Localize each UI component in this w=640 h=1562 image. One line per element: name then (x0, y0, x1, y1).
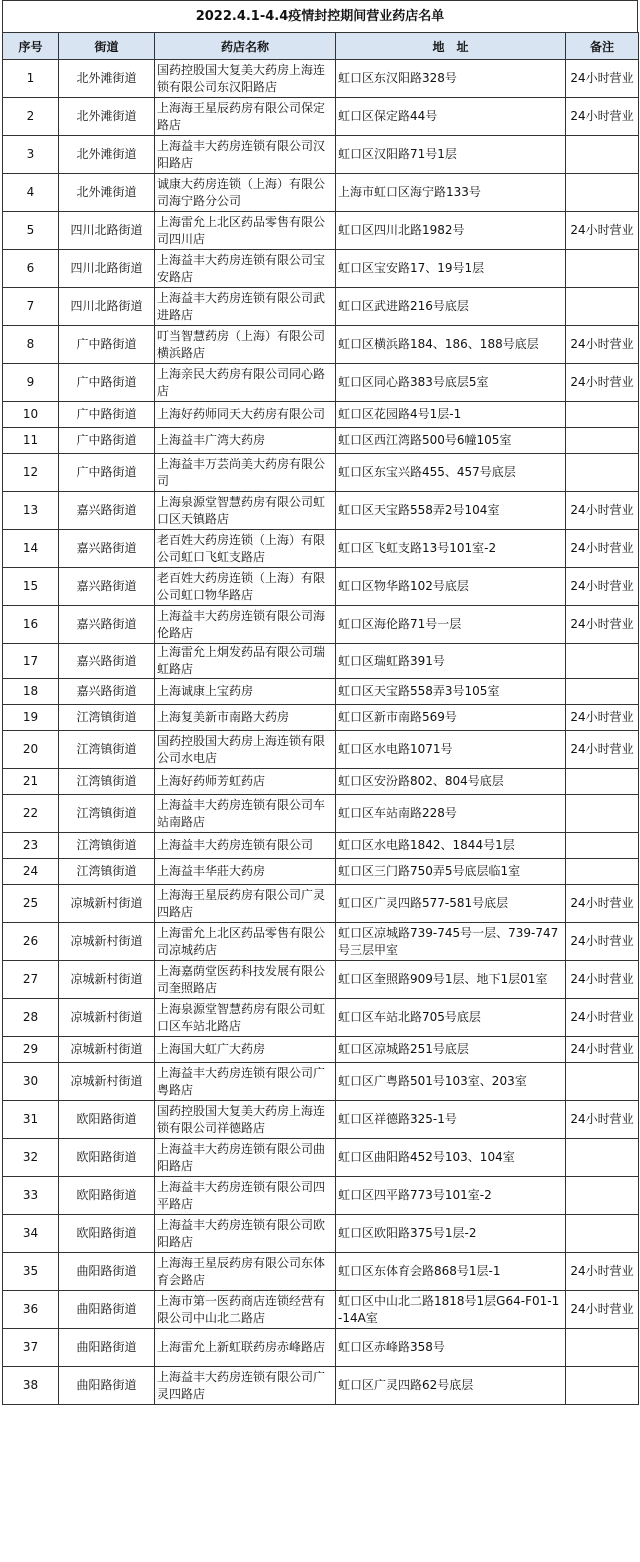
cell-address: 虹口区东宝兴路455、457号底层 (336, 454, 566, 492)
header-note: 备注 (566, 33, 639, 60)
table-row (3, 212, 639, 250)
table-body (3, 60, 639, 1405)
table-row (3, 705, 639, 731)
cell-pharmacy-name: 叮当智慧药房（上海）有限公司横浜路店 (155, 326, 336, 364)
cell-pharmacy-name: 上海雷允上新虹联药房赤峰路店 (155, 1329, 336, 1367)
header-no: 序号 (3, 33, 59, 60)
cell-number: 21 (3, 769, 59, 795)
cell-pharmacy-name: 上海益丰大药房连锁有限公司武进路店 (155, 288, 336, 326)
table-row (3, 999, 639, 1037)
cell-pharmacy-name: 上海市第一医药商店连锁经营有限公司中山北二路店 (155, 1291, 336, 1329)
cell-street: 曲阳路街道 (59, 1253, 155, 1291)
cell-address: 虹口区四川北路1982号 (336, 212, 566, 250)
cell-street: 江湾镇街道 (59, 795, 155, 833)
cell-street: 广中路街道 (59, 364, 155, 402)
cell-number: 31 (3, 1101, 59, 1139)
cell-street: 嘉兴路街道 (59, 530, 155, 568)
cell-number: 36 (3, 1291, 59, 1329)
cell-pharmacy-name: 上海好药师芳虹药店 (155, 769, 336, 795)
table-row (3, 1139, 639, 1177)
cell-pharmacy-name: 诚康大药房连锁（上海）有限公司海宁路分公司 (155, 174, 336, 212)
cell-note (566, 1367, 639, 1405)
cell-note: 24小时营业 (566, 606, 639, 644)
cell-pharmacy-name: 上海益丰广湾大药房 (155, 428, 336, 454)
cell-pharmacy-name: 上海泉源堂智慧药房有限公司虹口区车站北路店 (155, 999, 336, 1037)
cell-note: 24小时营业 (566, 1291, 639, 1329)
cell-note (566, 1139, 639, 1177)
cell-pharmacy-name: 上海益丰大药房连锁有限公司 (155, 833, 336, 859)
cell-note (566, 1329, 639, 1367)
cell-pharmacy-name: 老百姓大药房连锁（上海）有限公司虹口物华路店 (155, 568, 336, 606)
cell-pharmacy-name: 上海亲民大药房有限公司同心路店 (155, 364, 336, 402)
cell-note (566, 795, 639, 833)
cell-number: 22 (3, 795, 59, 833)
cell-street: 欧阳路街道 (59, 1139, 155, 1177)
cell-number: 4 (3, 174, 59, 212)
cell-pharmacy-name: 上海益丰华莊大药房 (155, 859, 336, 885)
cell-street: 凉城新村街道 (59, 923, 155, 961)
cell-number: 27 (3, 961, 59, 999)
cell-note (566, 1215, 639, 1253)
table-row (3, 885, 639, 923)
cell-pharmacy-name: 上海雷允上炯发药品有限公司瑞虹路店 (155, 644, 336, 679)
table-row (3, 454, 639, 492)
cell-pharmacy-name: 上海益丰大药房连锁有限公司车站南路店 (155, 795, 336, 833)
cell-address: 虹口区同心路383号底层5室 (336, 364, 566, 402)
header-street: 街道 (59, 33, 155, 60)
cell-note: 24小时营业 (566, 98, 639, 136)
header-address: 地 址 (336, 33, 566, 60)
cell-pharmacy-name: 上海益丰大药房连锁有限公司欧阳路店 (155, 1215, 336, 1253)
cell-street: 北外滩街道 (59, 60, 155, 98)
cell-note (566, 1177, 639, 1215)
cell-note (566, 428, 639, 454)
cell-street: 欧阳路街道 (59, 1101, 155, 1139)
cell-note (566, 402, 639, 428)
cell-pharmacy-name: 上海诚康上宝药房 (155, 679, 336, 705)
cell-street: 嘉兴路街道 (59, 679, 155, 705)
cell-number: 14 (3, 530, 59, 568)
cell-address: 虹口区新市南路569号 (336, 705, 566, 731)
table-row (3, 1253, 639, 1291)
cell-note: 24小时营业 (566, 961, 639, 999)
cell-note: 24小时营业 (566, 530, 639, 568)
cell-street: 广中路街道 (59, 428, 155, 454)
cell-number: 12 (3, 454, 59, 492)
cell-pharmacy-name: 上海海王星辰药房有限公司保定路店 (155, 98, 336, 136)
table-row (3, 731, 639, 769)
cell-address: 虹口区车站北路705号底层 (336, 999, 566, 1037)
cell-street: 江湾镇街道 (59, 769, 155, 795)
cell-address: 上海市虹口区海宁路133号 (336, 174, 566, 212)
table-row (3, 1329, 639, 1367)
cell-number: 17 (3, 644, 59, 679)
cell-note (566, 679, 639, 705)
cell-number: 38 (3, 1367, 59, 1405)
cell-address: 虹口区水电路1071号 (336, 731, 566, 769)
cell-number: 25 (3, 885, 59, 923)
cell-address: 虹口区宝安路17、19号1层 (336, 250, 566, 288)
cell-address: 虹口区西江湾路500号6幢105室 (336, 428, 566, 454)
cell-address: 虹口区奎照路909号1层、地下1层01室 (336, 961, 566, 999)
cell-note (566, 454, 639, 492)
cell-number: 19 (3, 705, 59, 731)
cell-street: 江湾镇街道 (59, 833, 155, 859)
cell-street: 曲阳路街道 (59, 1367, 155, 1405)
cell-number: 30 (3, 1063, 59, 1101)
table-row (3, 250, 639, 288)
cell-number: 10 (3, 402, 59, 428)
cell-number: 7 (3, 288, 59, 326)
cell-number: 26 (3, 923, 59, 961)
cell-note (566, 769, 639, 795)
table-row (3, 1063, 639, 1101)
cell-pharmacy-name: 上海益丰大药房连锁有限公司汉阳路店 (155, 136, 336, 174)
table-row (3, 961, 639, 999)
header-row (3, 33, 639, 60)
cell-street: 欧阳路街道 (59, 1177, 155, 1215)
cell-pharmacy-name: 国药控股国大药房上海连锁有限公司水电店 (155, 731, 336, 769)
cell-address: 虹口区水电路1842、1844号1层 (336, 833, 566, 859)
table-row (3, 1215, 639, 1253)
cell-address: 虹口区天宝路558弄2号104室 (336, 492, 566, 530)
cell-pharmacy-name: 上海好药师同天大药房有限公司 (155, 402, 336, 428)
cell-number: 28 (3, 999, 59, 1037)
cell-note: 24小时营业 (566, 1037, 639, 1063)
cell-pharmacy-name: 上海海王星辰药房有限公司广灵四路店 (155, 885, 336, 923)
table-row (3, 364, 639, 402)
cell-number: 20 (3, 731, 59, 769)
cell-address: 虹口区三门路750弄5号底层临1室 (336, 859, 566, 885)
cell-street: 凉城新村街道 (59, 885, 155, 923)
cell-note (566, 174, 639, 212)
table-row (3, 833, 639, 859)
cell-address: 虹口区广灵四路62号底层 (336, 1367, 566, 1405)
cell-number: 37 (3, 1329, 59, 1367)
cell-number: 29 (3, 1037, 59, 1063)
cell-pharmacy-name: 上海泉源堂智慧药房有限公司虹口区天镇路店 (155, 492, 336, 530)
cell-number: 1 (3, 60, 59, 98)
cell-address: 虹口区保定路44号 (336, 98, 566, 136)
table-row (3, 98, 639, 136)
cell-address: 虹口区横浜路184、186、188号底层 (336, 326, 566, 364)
cell-street: 广中路街道 (59, 454, 155, 492)
cell-address: 虹口区安汾路802、804号底层 (336, 769, 566, 795)
cell-number: 18 (3, 679, 59, 705)
cell-address: 虹口区凉城路251号底层 (336, 1037, 566, 1063)
cell-address: 虹口区东汉阳路328号 (336, 60, 566, 98)
cell-number: 34 (3, 1215, 59, 1253)
cell-number: 13 (3, 492, 59, 530)
cell-number: 5 (3, 212, 59, 250)
cell-street: 四川北路街道 (59, 250, 155, 288)
cell-address: 虹口区武进路216号底层 (336, 288, 566, 326)
cell-street: 凉城新村街道 (59, 1063, 155, 1101)
table-row (3, 136, 639, 174)
cell-street: 凉城新村街道 (59, 1037, 155, 1063)
cell-street: 北外滩街道 (59, 98, 155, 136)
cell-pharmacy-name: 上海益丰大药房连锁有限公司四平路店 (155, 1177, 336, 1215)
cell-street: 欧阳路街道 (59, 1215, 155, 1253)
cell-street: 四川北路街道 (59, 212, 155, 250)
cell-address: 虹口区中山北二路1818号1层G64-F01-1-14A室 (336, 1291, 566, 1329)
cell-address: 虹口区花园路4号1层-1 (336, 402, 566, 428)
cell-street: 嘉兴路街道 (59, 568, 155, 606)
cell-address: 虹口区四平路773号101室-2 (336, 1177, 566, 1215)
cell-street: 江湾镇街道 (59, 705, 155, 731)
table-row (3, 530, 639, 568)
cell-street: 曲阳路街道 (59, 1291, 155, 1329)
table-row (3, 1101, 639, 1139)
cell-note: 24小时营业 (566, 492, 639, 530)
cell-note: 24小时营业 (566, 999, 639, 1037)
cell-note: 24小时营业 (566, 885, 639, 923)
cell-address: 虹口区汉阳路71号1层 (336, 136, 566, 174)
cell-pharmacy-name: 上海雷允上北区药品零售有限公司四川店 (155, 212, 336, 250)
cell-street: 曲阳路街道 (59, 1329, 155, 1367)
table-row (3, 606, 639, 644)
cell-number: 24 (3, 859, 59, 885)
table-row (3, 60, 639, 98)
cell-note: 24小时营业 (566, 326, 639, 364)
cell-note: 24小时营业 (566, 1253, 639, 1291)
cell-note: 24小时营业 (566, 60, 639, 98)
cell-number: 16 (3, 606, 59, 644)
cell-number: 23 (3, 833, 59, 859)
cell-street: 江湾镇街道 (59, 859, 155, 885)
cell-number: 2 (3, 98, 59, 136)
cell-street: 凉城新村街道 (59, 999, 155, 1037)
cell-number: 11 (3, 428, 59, 454)
cell-pharmacy-name: 上海益丰大药房连锁有限公司广粤路店 (155, 1063, 336, 1101)
cell-street: 江湾镇街道 (59, 731, 155, 769)
table-row (3, 769, 639, 795)
cell-address: 虹口区东体育会路868号1层-1 (336, 1253, 566, 1291)
cell-pharmacy-name: 上海海王星辰药房有限公司东体育会路店 (155, 1253, 336, 1291)
cell-address: 虹口区曲阳路452号103、104室 (336, 1139, 566, 1177)
cell-address: 虹口区瑞虹路391号 (336, 644, 566, 679)
cell-note (566, 1063, 639, 1101)
table-row (3, 1367, 639, 1405)
table-row (3, 795, 639, 833)
cell-address: 虹口区广粤路501号103室、203室 (336, 1063, 566, 1101)
cell-note (566, 136, 639, 174)
cell-number: 6 (3, 250, 59, 288)
table-row (3, 492, 639, 530)
cell-street: 四川北路街道 (59, 288, 155, 326)
table-row (3, 923, 639, 961)
table-row (3, 1291, 639, 1329)
cell-street: 北外滩街道 (59, 136, 155, 174)
table-row (3, 568, 639, 606)
cell-address: 虹口区广灵四路577-581号底层 (336, 885, 566, 923)
cell-street: 嘉兴路街道 (59, 606, 155, 644)
cell-note: 24小时营业 (566, 212, 639, 250)
table-row (3, 1177, 639, 1215)
table-row (3, 428, 639, 454)
header-name: 药店名称 (155, 33, 336, 60)
cell-number: 15 (3, 568, 59, 606)
cell-address: 虹口区飞虹支路13号101室-2 (336, 530, 566, 568)
table-row (3, 326, 639, 364)
cell-pharmacy-name: 上海益丰大药房连锁有限公司广灵四路店 (155, 1367, 336, 1405)
cell-pharmacy-name: 老百姓大药房连锁（上海）有限公司虹口飞虹支路店 (155, 530, 336, 568)
cell-note (566, 644, 639, 679)
cell-pharmacy-name: 国药控股国大复美大药房上海连锁有限公司祥德路店 (155, 1101, 336, 1139)
cell-number: 8 (3, 326, 59, 364)
table-row (3, 402, 639, 428)
cell-pharmacy-name: 上海雷允上北区药品零售有限公司凉城药店 (155, 923, 336, 961)
cell-note (566, 288, 639, 326)
table-row (3, 1037, 639, 1063)
table-row (3, 644, 639, 679)
cell-street: 嘉兴路街道 (59, 492, 155, 530)
cell-address: 虹口区赤峰路358号 (336, 1329, 566, 1367)
cell-note (566, 250, 639, 288)
cell-note: 24小时营业 (566, 923, 639, 961)
pharmacy-table (2, 32, 639, 1405)
cell-number: 9 (3, 364, 59, 402)
cell-pharmacy-name: 上海国大虹广大药房 (155, 1037, 336, 1063)
cell-pharmacy-name: 上海益丰万芸尚美大药房有限公司 (155, 454, 336, 492)
cell-pharmacy-name: 国药控股国大复美大药房上海连锁有限公司东汉阳路店 (155, 60, 336, 98)
page-title: 2022.4.1-4.4疫情封控期间营业药店名单 (2, 0, 638, 32)
cell-address: 虹口区车站南路228号 (336, 795, 566, 833)
table-row (3, 859, 639, 885)
cell-address: 虹口区凉城路739-745号一层、739-747号三层甲室 (336, 923, 566, 961)
cell-note: 24小时营业 (566, 1101, 639, 1139)
cell-address: 虹口区欧阳路375号1层-2 (336, 1215, 566, 1253)
cell-note (566, 859, 639, 885)
cell-pharmacy-name: 上海益丰大药房连锁有限公司宝安路店 (155, 250, 336, 288)
cell-pharmacy-name: 上海复美新市南路大药房 (155, 705, 336, 731)
cell-pharmacy-name: 上海益丰大药房连锁有限公司海伦路店 (155, 606, 336, 644)
cell-number: 33 (3, 1177, 59, 1215)
cell-note: 24小时营业 (566, 705, 639, 731)
cell-pharmacy-name: 上海嘉荫堂医药科技发展有限公司奎照路店 (155, 961, 336, 999)
cell-pharmacy-name: 上海益丰大药房连锁有限公司曲阳路店 (155, 1139, 336, 1177)
cell-street: 凉城新村街道 (59, 961, 155, 999)
cell-street: 北外滩街道 (59, 174, 155, 212)
cell-note: 24小时营业 (566, 364, 639, 402)
cell-note (566, 833, 639, 859)
cell-address: 虹口区天宝路558弄3号105室 (336, 679, 566, 705)
cell-address: 虹口区海伦路71号一层 (336, 606, 566, 644)
table-row (3, 174, 639, 212)
cell-number: 35 (3, 1253, 59, 1291)
cell-address: 虹口区祥德路325-1号 (336, 1101, 566, 1139)
pharmacy-list-sheet (2, 0, 638, 1405)
table-row (3, 679, 639, 705)
cell-number: 32 (3, 1139, 59, 1177)
cell-street: 嘉兴路街道 (59, 644, 155, 679)
cell-street: 广中路街道 (59, 402, 155, 428)
cell-note: 24小时营业 (566, 731, 639, 769)
cell-number: 3 (3, 136, 59, 174)
cell-street: 广中路街道 (59, 326, 155, 364)
cell-address: 虹口区物华路102号底层 (336, 568, 566, 606)
table-row (3, 288, 639, 326)
cell-note: 24小时营业 (566, 568, 639, 606)
